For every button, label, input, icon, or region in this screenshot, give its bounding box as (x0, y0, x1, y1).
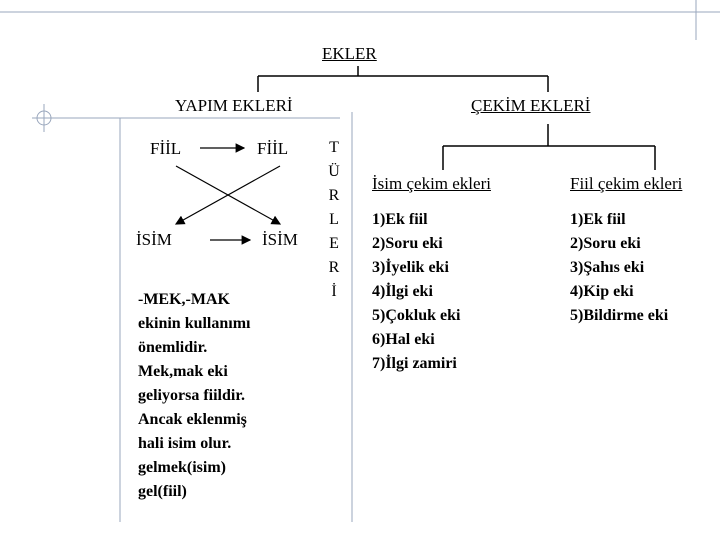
note-line: gel(fiil) (138, 483, 187, 500)
list-item: 5)Bildirme eki (570, 307, 669, 324)
turleri-letter: E (329, 235, 339, 252)
list-item: 3)Şahıs eki (570, 259, 645, 276)
list-item: 2)Soru eki (372, 235, 443, 252)
note-line: gelmek(isim) (138, 459, 226, 476)
fiil-source-label: FİİL (150, 139, 182, 158)
isim-target-label: İSİM (262, 230, 298, 249)
note-line: ekinin kullanımı (138, 315, 251, 332)
isim-source-label: İSİM (136, 230, 172, 249)
fiil-target-label: FİİL (257, 139, 289, 158)
list-item: 2)Soru eki (570, 235, 641, 252)
isim-cekim-list (372, 208, 460, 376)
turleri-vertical-text (324, 136, 344, 304)
root-title: EKLER (322, 44, 377, 63)
turleri-letter: İ (331, 283, 337, 300)
cekim-title: ÇEKİM EKLERİ (471, 96, 591, 115)
list-item: 7)İlgi zamiri (372, 355, 457, 372)
turleri-letter: R (328, 259, 340, 276)
mek-mak-note (138, 288, 251, 504)
list-item: 4)Kip eki (570, 283, 634, 300)
note-line: Ancak eklenmiş (138, 411, 247, 428)
list-item: 1)Ek fiil (570, 211, 626, 228)
turleri-letter: L (329, 211, 339, 228)
list-item: 3)İyelik eki (372, 259, 449, 276)
note-line: -MEK,-MAK (138, 291, 230, 308)
yapim-title: YAPIM EKLERİ (175, 96, 293, 115)
list-item: 1)Ek fiil (372, 211, 428, 228)
note-line: hali isim olur. (138, 435, 232, 452)
turleri-letter: T (329, 139, 339, 156)
list-item: 4)İlgi eki (372, 283, 433, 300)
note-line: Mek,mak eki (138, 363, 228, 380)
isim-cekim-title: İsim çekim ekleri (372, 174, 491, 193)
list-item: 6)Hal eki (372, 331, 435, 348)
turleri-letter: Ü (328, 163, 340, 180)
fiil-cekim-list (570, 208, 668, 328)
note-line: geliyorsa fiildir. (138, 387, 245, 404)
note-line: önemlidir. (138, 339, 208, 356)
list-item: 5)Çokluk eki (372, 307, 461, 324)
fiil-cekim-title: Fiil çekim ekleri (570, 174, 683, 193)
turleri-letter: R (328, 187, 340, 204)
